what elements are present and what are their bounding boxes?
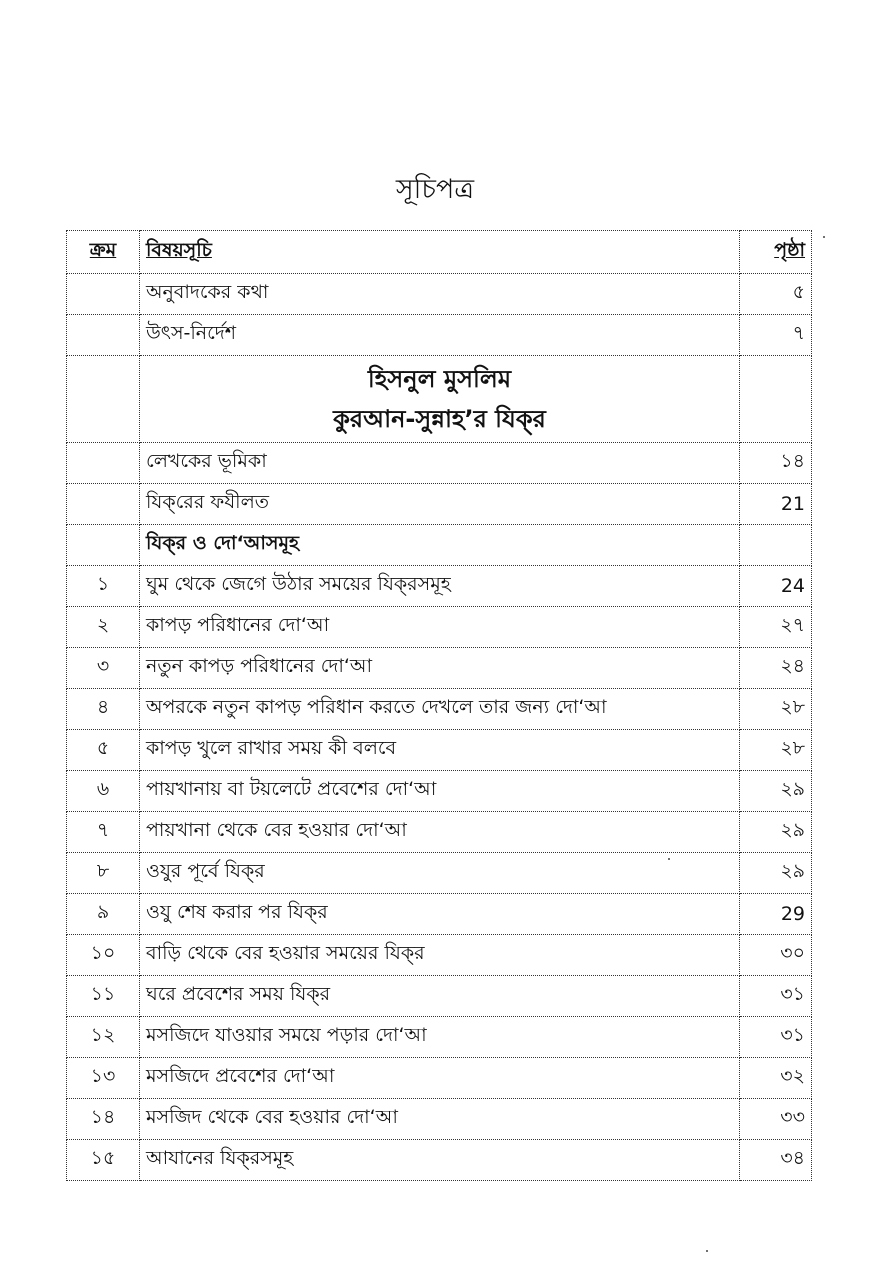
row-topic: মসজিদে যাওয়ার সময়ে পড়ার দো‘আ bbox=[140, 1017, 740, 1058]
row-page: ২৯ bbox=[740, 771, 812, 812]
section-title: হিসনুল মুসলিম bbox=[367, 365, 512, 393]
row-number: ৭ bbox=[67, 812, 140, 853]
row-page: ৭ bbox=[740, 315, 812, 356]
row-number bbox=[67, 484, 140, 525]
table-row bbox=[67, 689, 812, 730]
row-topic: লেখকের ভূমিকা bbox=[140, 443, 740, 484]
table-row bbox=[67, 894, 812, 935]
row-page bbox=[740, 525, 812, 566]
section-heading-row bbox=[67, 356, 812, 443]
row-topic: অপরকে নতুন কাপড় পরিধান করতে দেখলে তার জন্য দো‘আ bbox=[140, 689, 740, 730]
row-number: ১১ bbox=[67, 976, 140, 1017]
table-row bbox=[67, 648, 812, 689]
row-topic: নতুন কাপড় পরিধানের দো‘আ bbox=[140, 648, 740, 689]
row-page: ৫ bbox=[740, 274, 812, 315]
row-topic: উৎস-নির্দেশ bbox=[140, 315, 740, 356]
row-number bbox=[67, 443, 140, 484]
row-page bbox=[740, 356, 812, 443]
scan-speck bbox=[706, 1250, 708, 1252]
table-row bbox=[67, 730, 812, 771]
table-row bbox=[67, 525, 812, 566]
row-number: ১৩ bbox=[67, 1058, 140, 1099]
row-topic: ওযুর পূর্বে যিক্‌র bbox=[140, 853, 740, 894]
row-page: ৩৩ bbox=[740, 1099, 812, 1140]
row-number: ৫ bbox=[67, 730, 140, 771]
row-number bbox=[67, 525, 140, 566]
table-row bbox=[67, 771, 812, 812]
table-row bbox=[67, 976, 812, 1017]
row-number: ৪ bbox=[67, 689, 140, 730]
table-row bbox=[67, 1017, 812, 1058]
row-page: ১৪ bbox=[740, 443, 812, 484]
row-number bbox=[67, 356, 140, 443]
table-row bbox=[67, 812, 812, 853]
row-number: ২ bbox=[67, 607, 140, 648]
row-topic: আযানের যিক্‌রসমূহ bbox=[140, 1140, 740, 1181]
header-topic: বিষয়সূচি bbox=[140, 231, 740, 274]
row-topic: ওযু শেষ করার পর যিক্‌র bbox=[140, 894, 740, 935]
table-row bbox=[67, 566, 812, 607]
row-number: ৩ bbox=[67, 648, 140, 689]
row-number: ১২ bbox=[67, 1017, 140, 1058]
table-row bbox=[67, 315, 812, 356]
row-topic: মসজিদে প্রবেশের দো‘আ bbox=[140, 1058, 740, 1099]
row-page: ২৯ bbox=[740, 853, 812, 894]
row-topic: মসজিদ থেকে বের হওয়ার দো‘আ bbox=[140, 1099, 740, 1140]
row-number: ৬ bbox=[67, 771, 140, 812]
scan-speck bbox=[668, 858, 670, 860]
row-number: ৯ bbox=[67, 894, 140, 935]
row-page: ৩০ bbox=[740, 935, 812, 976]
table-header-row bbox=[67, 231, 812, 274]
row-number: ১ bbox=[67, 566, 140, 607]
row-topic: পায়খানা থেকে বের হওয়ার দো‘আ bbox=[140, 812, 740, 853]
row-topic: বাড়ি থেকে বের হওয়ার সময়ের যিক্‌র bbox=[140, 935, 740, 976]
row-number bbox=[67, 274, 140, 315]
row-topic: ঘুম থেকে জেগে উঠার সময়ের যিক্‌রসমূহ bbox=[140, 566, 740, 607]
row-page: ৩১ bbox=[740, 976, 812, 1017]
table-row bbox=[67, 274, 812, 315]
row-page: 24 bbox=[740, 566, 812, 607]
table-row bbox=[67, 853, 812, 894]
row-page: ৩৪ bbox=[740, 1140, 812, 1181]
header-number: ক্রম bbox=[67, 231, 140, 274]
table-row bbox=[67, 1058, 812, 1099]
table-row bbox=[67, 1140, 812, 1181]
row-topic: কাপড় খুলে রাখার সময় কী বলবে bbox=[140, 730, 740, 771]
row-topic: যিক্‌রের ফযীলত bbox=[140, 484, 740, 525]
table-row bbox=[67, 484, 812, 525]
row-page: ২৭ bbox=[740, 607, 812, 648]
row-topic: যিক্‌র ও দো‘আসমূহ bbox=[140, 525, 740, 566]
row-topic: পায়খানায় বা টয়লেটে প্রবেশের দো‘আ bbox=[140, 771, 740, 812]
row-number: ১৪ bbox=[67, 1099, 140, 1140]
page-title: সূচিপত্র bbox=[395, 174, 475, 205]
header-page: পৃষ্ঠা bbox=[740, 231, 812, 274]
row-page: ২৪ bbox=[740, 648, 812, 689]
row-page: ২৮ bbox=[740, 689, 812, 730]
row-page: 21 bbox=[740, 484, 812, 525]
row-page: ৩২ bbox=[740, 1058, 812, 1099]
row-number: ১০ bbox=[67, 935, 140, 976]
section-heading bbox=[140, 356, 740, 443]
row-page: ৩১ bbox=[740, 1017, 812, 1058]
row-number bbox=[67, 315, 140, 356]
table-row bbox=[67, 935, 812, 976]
row-page: ২৮ bbox=[740, 730, 812, 771]
row-page: 29 bbox=[740, 894, 812, 935]
row-page: ২৯ bbox=[740, 812, 812, 853]
section-subtitle: কুরআন-সুন্নাহ’র যিক্‌র bbox=[333, 405, 546, 433]
row-topic: অনুবাদকের কথা bbox=[140, 274, 740, 315]
table-row bbox=[67, 1099, 812, 1140]
table-row bbox=[67, 443, 812, 484]
contents-table bbox=[66, 230, 812, 1181]
scan-speck bbox=[823, 236, 825, 238]
row-topic: কাপড় পরিধানের দো‘আ bbox=[140, 607, 740, 648]
row-number: ১৫ bbox=[67, 1140, 140, 1181]
row-number: ৮ bbox=[67, 853, 140, 894]
row-topic: ঘরে প্রবেশের সময় যিক্‌র bbox=[140, 976, 740, 1017]
table-row bbox=[67, 607, 812, 648]
